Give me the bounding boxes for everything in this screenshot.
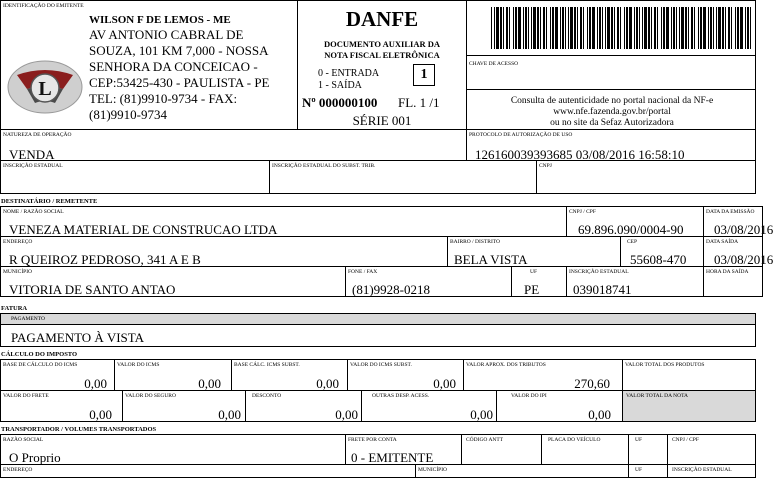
consulta-line: www.nfe.fazenda.gov.br/portal (553, 107, 671, 117)
ie-label: INSCRIÇÃO ESTADUAL (3, 163, 63, 169)
barcode-bar (666, 7, 669, 49)
dest-hora-box (703, 266, 763, 297)
transp-frete-box (345, 434, 462, 465)
dest-cep-label: CEP (627, 239, 638, 245)
dest-ie-value: 039018741 (573, 282, 632, 297)
dest-nome-box (0, 206, 567, 237)
barcode-bar (605, 7, 606, 49)
dest-cnpj-box (566, 206, 704, 237)
dest-fone-box (345, 266, 512, 297)
barcode-bar (673, 7, 675, 49)
protocolo-value: 126160039393685 03/08/2016 16:58:10 (475, 147, 685, 162)
dest-ie-box (566, 266, 704, 297)
barcode-bar (657, 7, 658, 49)
barcode-bar (611, 7, 613, 49)
barcode-bar (663, 7, 665, 49)
barcode-bar (629, 7, 632, 49)
dest-municipio-box (0, 266, 346, 297)
barcode-bar (639, 7, 640, 49)
dest-data-saida-label: DATA SAÍDA (706, 239, 739, 245)
barcode-bar (708, 7, 709, 49)
emitente-name: WILSON F DE LEMOS - ME (89, 14, 231, 26)
protocolo-box (466, 129, 756, 161)
dest-municipio-label: MUNICÍPIO (3, 269, 33, 275)
imposto-cell-total (622, 390, 756, 422)
barcode-box (466, 0, 756, 56)
imposto-cell-value: 0,00 (84, 376, 107, 391)
barcode-bar (728, 7, 730, 49)
barcode-bar (644, 7, 647, 49)
barcode-bar (626, 7, 628, 49)
barcode-bar (710, 7, 712, 49)
barcode-bar (688, 7, 689, 49)
barcode-bar (735, 7, 736, 49)
barcode-bar (740, 7, 743, 49)
fatura-section-title: FATURA (1, 305, 28, 312)
imposto-cell (0, 359, 115, 391)
barcode-bar (587, 7, 588, 49)
barcode-bar (691, 7, 693, 49)
barcode-bar (716, 7, 717, 49)
barcode-bar (503, 7, 504, 49)
cnpj-emit-label: CNPJ (539, 163, 552, 169)
barcode-bar (568, 7, 569, 49)
danfe-tipo-box: 1 (413, 64, 435, 86)
barcode-bar (537, 7, 539, 49)
barcode-bar (636, 7, 638, 49)
barcode-bar (523, 7, 524, 49)
barcode-bar (552, 7, 554, 49)
transp-frete-label: FRETE POR CONTA (348, 437, 397, 443)
dest-cnpj-value: 69.896.090/0004-90 (578, 222, 684, 237)
imposto-cell-label: DESCONTO (252, 393, 282, 399)
barcode-bar (531, 7, 532, 49)
imposto-cell (245, 390, 362, 422)
transp-municipio-box (415, 464, 629, 478)
natureza-label: NATUREZA DE OPERAÇÃO (3, 132, 72, 138)
transp-uf2-label: UF (635, 467, 643, 473)
danfe-serie: SÉRIE 001 (352, 113, 412, 128)
destinatario-section-title: DESTINATÁRIO / REMETENTE (1, 198, 98, 205)
barcode-bar (624, 7, 625, 49)
barcode-bar (676, 7, 677, 49)
danfe-box (297, 0, 467, 130)
barcode-image (491, 7, 753, 49)
consulta-line: Consulta de autenticidade no portal nacional da NF-e (510, 96, 714, 106)
barcode-bar (694, 7, 695, 49)
barcode-bar (506, 7, 508, 49)
barcode-bar (515, 7, 517, 49)
svg-text:L: L (38, 78, 52, 100)
emitente-box (0, 0, 298, 130)
transp-endereco-box (0, 464, 416, 478)
barcode-bar (700, 7, 702, 49)
imposto-cell-label: VALOR APROX. DOS TRIBUTOS (466, 362, 546, 368)
danfe-saida: 1 - SAÍDA (318, 80, 362, 91)
imposto-cell-label: VALOR TOTAL DOS PRODUTOS (625, 362, 705, 368)
barcode-bar (745, 7, 746, 49)
transp-razao-box (0, 434, 346, 465)
chave-label: CHAVE DE ACESSO (469, 61, 519, 67)
barcode-bar (648, 7, 650, 49)
dest-data-emissao-value: 03/08/2016 (714, 222, 773, 237)
barcode-bar (703, 7, 706, 49)
imposto-cell (622, 359, 756, 391)
imposto-cell-label: VALOR DO ICMS (117, 362, 160, 368)
danfe-title: DANFE (345, 7, 419, 31)
transp-ie-box (667, 464, 756, 478)
dest-uf-label: UF (530, 269, 538, 275)
dest-fone-label: FONE / FAX (348, 269, 378, 275)
barcode-bar (620, 7, 621, 49)
imposto-cell-label: BASE DE CÁLCULO DO ICMS (3, 362, 78, 368)
dest-bairro-value: BELA VISTA (454, 252, 528, 267)
dest-data-emissao-label: DATA DA EMISSÃO (706, 209, 755, 215)
barcode-bar (583, 7, 584, 49)
danfe-subtitle: DOCUMENTO AUXILIAR DA (323, 39, 441, 49)
barcode-bar (750, 7, 751, 49)
imposto-cell-value: 0,00 (588, 407, 611, 422)
barcode-bar (722, 7, 724, 49)
transp-cnpj-box (667, 434, 756, 465)
transp-cnpj-label: CNPJ / CPF (672, 437, 699, 443)
barcode-bar (607, 7, 610, 49)
imposto-cell-value: 0,00 (470, 407, 493, 422)
barcode-bar (614, 7, 615, 49)
dest-data-emissao-box (703, 206, 773, 237)
imposto-cell (496, 390, 623, 422)
emitente-address-line: CEP:53425-430 - PAULISTA - PE (89, 75, 270, 90)
dest-data-saida-box (703, 236, 773, 267)
barcode-bar (574, 7, 576, 49)
emitente-address-line: (81)9910-9734 (89, 107, 167, 122)
danfe-numero: Nº 000000100 (302, 95, 378, 110)
dest-uf-value: PE (524, 282, 540, 297)
protocolo-label: PROTOCOLO DE AUTORIZAÇÃO DE USO (469, 132, 573, 138)
dest-data-saida-value: 03/08/2016 (714, 252, 773, 267)
barcode-bar (560, 7, 561, 49)
barcode-bar (718, 7, 721, 49)
danfe-folha: FL. 1 /1 (398, 95, 440, 110)
barcode-bar (698, 7, 699, 49)
barcode-bar (654, 7, 656, 49)
barcode-bar (747, 7, 749, 49)
transp-uf-box (628, 434, 668, 465)
barcode-bar (599, 7, 601, 49)
natureza-box (0, 129, 467, 161)
ie-box (0, 160, 270, 194)
dest-hora-label: HORA DA SAÍDA (706, 269, 749, 275)
barcode-bar (642, 7, 643, 49)
imposto-cell-label: VALOR DO IPI (511, 393, 547, 399)
dest-nome-value: VENEZA MATERIAL DE CONSTRUCAO LTDA (9, 222, 278, 237)
danfe-subtitle: NOTA FISCAL ELETRÔNICA (324, 50, 440, 60)
dest-municipio-value: VITORIA DE SANTO ANTAO (9, 282, 176, 297)
barcode-bar (562, 7, 564, 49)
barcode-bar (725, 7, 726, 49)
consulta-text (467, 96, 757, 129)
emitente-address-line: SENHORA DA CONCEICAO - (89, 59, 258, 74)
barcode-bar (580, 7, 582, 49)
transp-antt-label: CÓDIGO ANTT (466, 437, 504, 443)
barcode-bar (496, 7, 499, 49)
barcode-bar (651, 7, 652, 49)
imposto-cell-value: 0,00 (218, 407, 241, 422)
ie-st-box (269, 160, 537, 194)
transp-razao-label: RAZÃO SOCIAL (3, 437, 44, 443)
transportador-section-title: TRANSPORTADOR / VOLUMES TRANSPORTADOS (1, 426, 157, 433)
imposto-cell-value: 0,00 (89, 407, 112, 422)
imposto-cell-label: VALOR TOTAL DA NOTA (626, 393, 689, 399)
fatura-pag-value: PAGAMENTO À VISTA (11, 330, 145, 345)
dest-endereco-label: ENDEREÇO (3, 239, 33, 245)
imposto-cell (231, 359, 348, 391)
imposto-cell-label: VALOR DO SEGURO (125, 393, 176, 399)
imposto-cell (347, 359, 464, 391)
barcode-bar (679, 7, 680, 49)
barcode-bar (546, 7, 547, 49)
transp-placa-box (541, 434, 629, 465)
transp-razao-value: O Proprio (9, 450, 61, 465)
imposto-cell-value: 0,00 (335, 407, 358, 422)
emitente-address-line: TEL: (81)9910-9734 - FAX: (89, 91, 238, 106)
dest-ie-label: INSCRIÇÃO ESTADUAL (569, 269, 629, 275)
imposto-cell-value: 0,00 (316, 376, 339, 391)
emitente-section-label: IDENTIFICAÇÃO DO EMITENTE (3, 3, 84, 9)
consulta-line: ou no site da Sefaz Autorizadora (550, 118, 674, 128)
transp-frete-value: 0 - EMITENTE (351, 450, 434, 465)
barcode-bar (685, 7, 687, 49)
barcode-bar (565, 7, 566, 49)
barcode-bar (589, 7, 591, 49)
dest-endereco-value: R QUEIROZ PEDROSO, 341 A E B (9, 252, 201, 267)
barcode-bar (491, 7, 492, 49)
emitente-address-line: SOUZA, 101 KM 7,000 - NOSSA (89, 43, 269, 58)
transp-ie-label: INSCRIÇÃO ESTADUAL (672, 467, 732, 473)
barcode-bar (550, 7, 551, 49)
dest-bairro-label: BAIRRO / DISTRITO (450, 239, 501, 245)
transp-antt-box (461, 434, 542, 465)
barcode-bar (713, 7, 714, 49)
barcode-bar (540, 7, 541, 49)
transp-endereco-label: ENDEREÇO (3, 467, 33, 473)
consulta-box (466, 89, 756, 130)
barcode-bar (681, 7, 684, 49)
cnpj-emit-box (536, 160, 756, 194)
barcode-bar (671, 7, 672, 49)
imposto-cell (122, 390, 246, 422)
imposto-cell-value: 0,00 (198, 376, 221, 391)
imposto-cell (0, 390, 123, 422)
imposto-cell-label: BASE CÁLC. ICMS SUBST. (234, 362, 300, 368)
emitente-address-line: AV ANTONIO CABRAL DE (89, 27, 244, 42)
transp-municipio-label: MUNICÍPIO (418, 467, 448, 473)
fatura-pag-label: PAGAMENTO (11, 316, 45, 322)
barcode-bar (597, 7, 598, 49)
imposto-cell-label: VALOR DO FRETE (3, 393, 49, 399)
chave-box (466, 55, 756, 90)
barcode-bar (577, 7, 578, 49)
barcode-bar (513, 7, 514, 49)
barcode-bar (525, 7, 527, 49)
barcode-bar (500, 7, 502, 49)
barcode-bar (661, 7, 662, 49)
barcode-bar (617, 7, 619, 49)
barcode-bar (533, 7, 536, 49)
imposto-cell (114, 359, 232, 391)
barcode-bar (543, 7, 545, 49)
emitente-address (89, 27, 270, 123)
imposto-section-title: CÁLCULO DO IMPOSTO (1, 351, 78, 358)
dest-nome-label: NOME / RAZÃO SOCIAL (3, 209, 64, 215)
barcode-bar (509, 7, 510, 49)
barcode-bar (731, 7, 732, 49)
natureza-value: VENDA (9, 147, 55, 162)
imposto-cell (463, 359, 623, 391)
danfe-entrada: 0 - ENTRADA (318, 68, 380, 79)
barcode-bar (634, 7, 635, 49)
imposto-cell-value: 270,60 (574, 376, 610, 391)
fatura-pag-box (0, 324, 756, 347)
dest-bairro-box (447, 236, 621, 267)
barcode-bar (592, 7, 595, 49)
barcode-bar (528, 7, 529, 49)
dest-uf-box (511, 266, 567, 297)
dest-cep-value: 55608-470 (630, 252, 687, 267)
ie-st-label: INSCRIÇÃO ESTADUAL DO SUBST. TRIB. (272, 163, 376, 169)
barcode-bar (555, 7, 558, 49)
barcode-bar (570, 7, 573, 49)
dest-endereco-box (0, 236, 448, 267)
imposto-cell-label: VALOR DO ICMS SUBST. (350, 362, 412, 368)
transp-uf2-box (628, 464, 668, 478)
barcode-bar (518, 7, 521, 49)
dest-fone-value: (81)9928-0218 (352, 282, 430, 297)
emitente-logo (7, 59, 83, 115)
imposto-cell-label: OUTRAS DESP. ACESS. (372, 393, 430, 399)
dest-cnpj-label: CNPJ / CPF (569, 209, 596, 215)
barcode-bar (494, 7, 495, 49)
imposto-cell-value: 0,00 (433, 376, 456, 391)
transp-placa-label: PLACA DO VEÍCULO (548, 437, 601, 443)
imposto-cell (361, 390, 497, 422)
transp-uf-label: UF (635, 437, 643, 443)
dest-cep-box (620, 236, 704, 267)
barcode-bar (737, 7, 739, 49)
barcode-bar (602, 7, 603, 49)
